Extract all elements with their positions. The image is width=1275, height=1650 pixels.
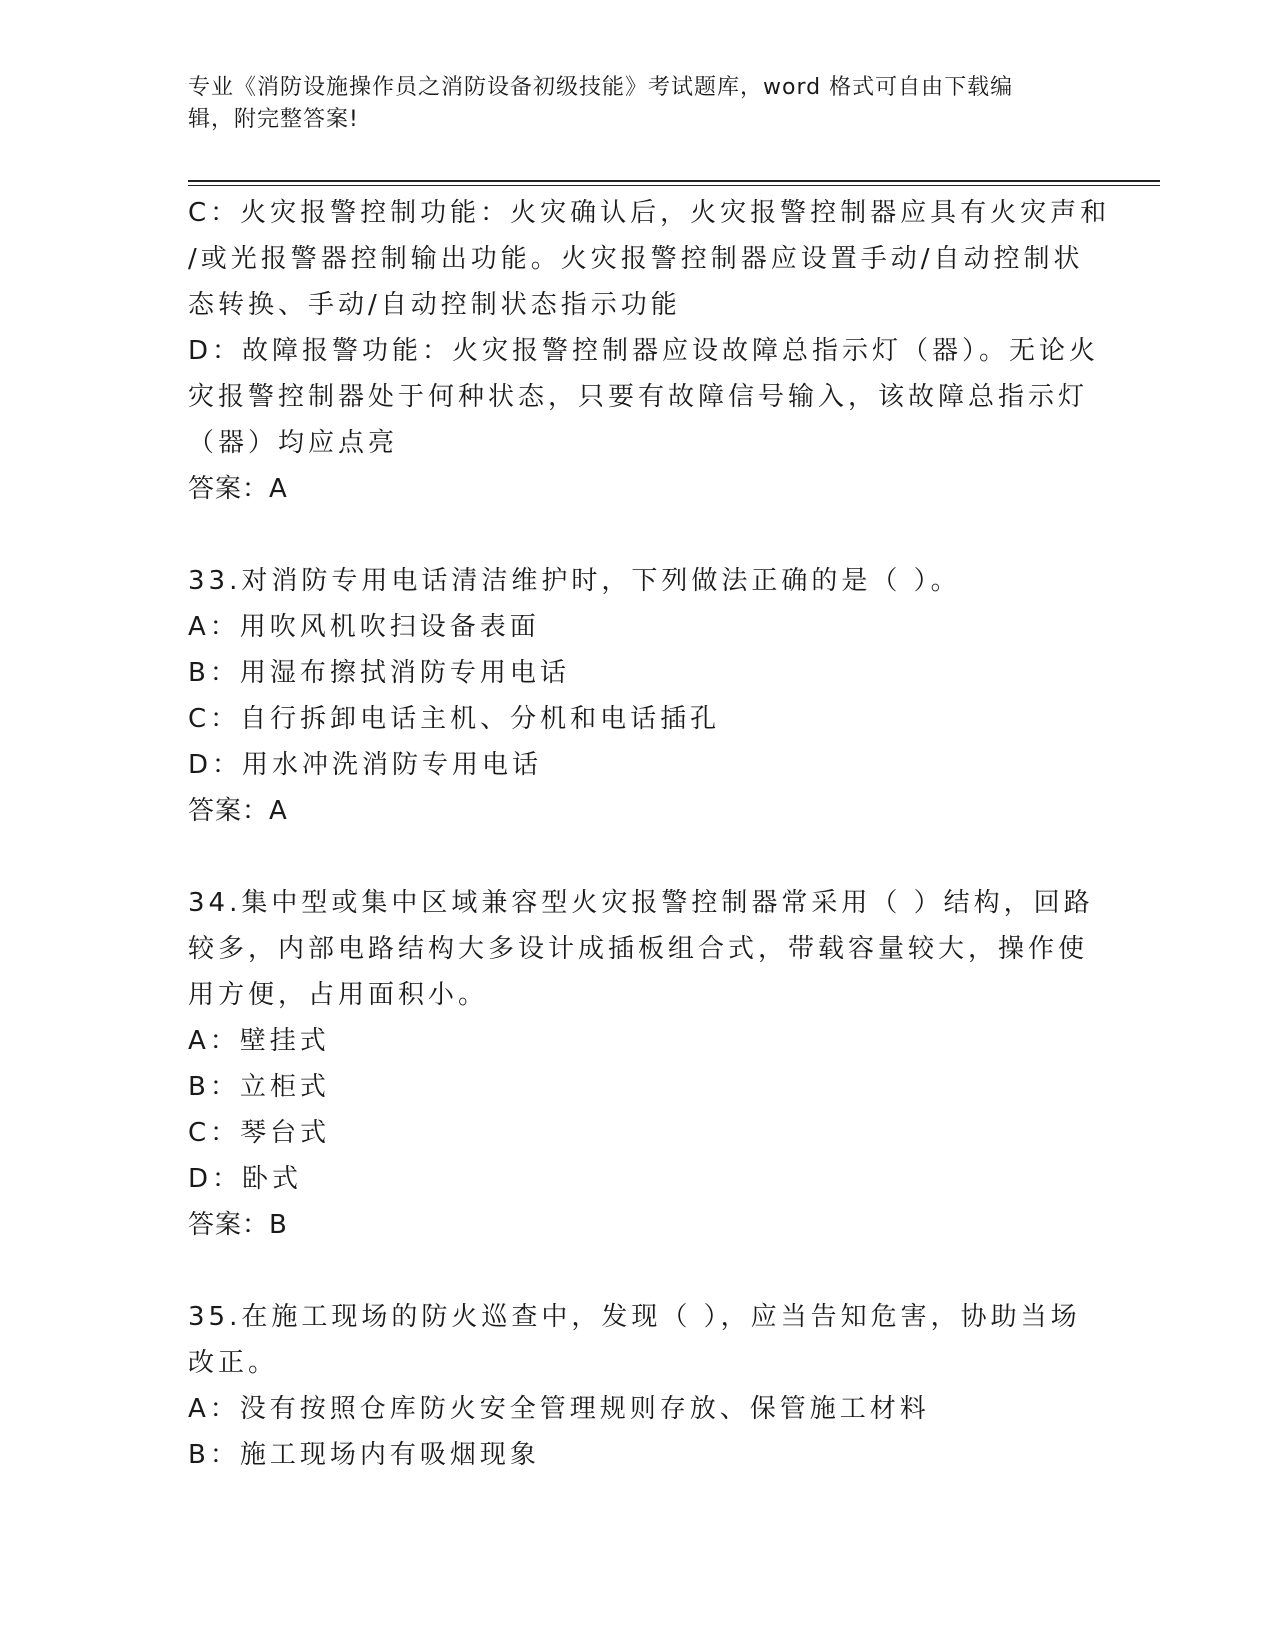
question-content [188,190,1111,1478]
document-header [188,72,1068,136]
option-c: C：琴台式 [188,1118,331,1148]
spacer [188,1248,1088,1294]
answer-label: 答案：A [188,474,288,504]
spacer [188,512,1088,558]
header-line: 专业《消防设施操作员之消防设备初级技能》考试题库，word 格式可自由下载编 [188,75,1014,100]
option-c: C：自行拆卸电话主机、分机和电话插孔 [188,704,721,734]
answer-label: 答案：B [188,1210,288,1240]
option-d: D：用水冲洗消防专用电话 [188,750,543,780]
question-stem: 33.对消防专用电话清洁维护时，下列做法正确的是（ ）。 [188,566,961,596]
option-d-line: （器）均应点亮 [188,428,399,458]
answer-label: 答案：A [188,796,288,826]
option-d: D：卧式 [188,1164,303,1194]
option-b: B：施工现场内有吸烟现象 [188,1440,540,1470]
option-a: A：壁挂式 [188,1026,330,1056]
option-d-line: D：故障报警功能：火灾报警控制器应设故障总指示灯（器）。无论火 [188,336,1100,366]
option-a: A：用吹风机吹扫设备表面 [188,612,540,642]
header-divider [188,180,1160,182]
option-b: B：立柜式 [188,1072,330,1102]
spacer [188,834,1088,880]
option-d-line: 灾报警控制器处于何种状态，只要有故障信号输入，该故障总指示灯 [188,382,1089,412]
option-c-line: C：火灾报警控制功能：火灾确认后，火灾报警控制器应具有火灾声和 [188,198,1111,228]
option-a: A：没有按照仓库防火安全管理规则存放、保管施工材料 [188,1394,930,1424]
question-stem: 较多，内部电路结构大多设计成插板组合式，带载容量较大，操作使 [188,934,1089,964]
question-stem: 34.集中型或集中区域兼容型火灾报警控制器常采用（ ）结构，回路 [188,888,1094,918]
question-33 [188,558,1088,834]
previous-question-tail [188,190,1111,512]
question-34 [188,880,1094,1248]
question-stem: 用方便，占用面积小。 [188,980,489,1010]
option-c-line: /或光报警器控制输出功能。火灾报警控制器应设置手动/自动控制状 [188,244,1084,274]
header-divider-thin [188,185,1160,186]
question-stem: 改正。 [188,1348,279,1378]
option-b: B：用湿布擦拭消防专用电话 [188,658,570,688]
option-c-line: 态转换、手动/自动控制状态指示功能 [188,290,681,320]
question-35 [188,1294,1088,1478]
question-stem: 35.在施工现场的防火巡查中，发现（ ），应当告知危害，协助当场 [188,1302,1081,1332]
header-line: 辑，附完整答案! [188,107,359,132]
